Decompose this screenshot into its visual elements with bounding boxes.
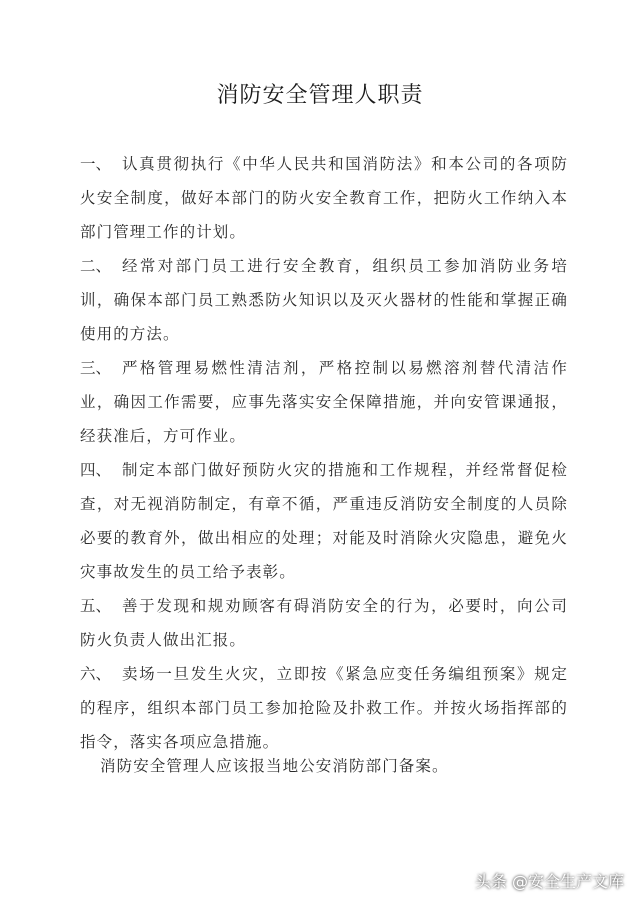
item-text: 卖场一旦发生火灾，立即按《紧急应变任务编组预案》规定的程序，组织本部门员工参加抢险及扑救工作。并按火场指挥部的指令，落实各项应急措施。	[80, 665, 568, 751]
item-text: 善于发现和规劝顾客有碍消防安全的行为，必要时，向公司防火负责人做出汇报。	[80, 597, 568, 649]
item-text: 认真贯彻执行《中华人民共和国消防法》和本公司的各项防火安全制度，做好本部门的防火安全教育工作，把防火工作纳入本部门管理工作的计划。	[80, 155, 568, 241]
item-number: 一、	[80, 155, 112, 173]
item-number: 六、	[80, 665, 112, 683]
list-item	[0, 249, 640, 351]
item-text: 经常对部门员工进行安全教育，组织员工参加消防业务培训，确保本部门员工熟悉防火知识以及灭火器材的性能和掌握正确使用的方法。	[80, 257, 568, 343]
list-item	[0, 589, 640, 657]
list-item	[0, 351, 640, 453]
duty-list	[0, 147, 640, 759]
list-item	[0, 147, 640, 249]
item-number: 三、	[80, 359, 112, 377]
closing-note: 消防安全管理人应该报当地公安消防部门备案。	[100, 757, 449, 775]
item-number: 五、	[80, 597, 112, 615]
item-text: 严格管理易燃性清洁剂，严格控制以易燃溶剂替代清洁作业，确因工作需要，应事先落实安全保障措施，并向安管课通报，经获准后，方可作业。	[80, 359, 568, 445]
item-number: 四、	[80, 461, 112, 479]
list-item	[0, 657, 640, 759]
item-text: 制定本部门做好预防火灾的措施和工作规程，并经常督促检查，对无视消防制定，有章不循，严重违反消防安全制度的人员除必要的教育外，做出相应的处理；对能及时消除火灾隐患，避免火灾事故发生的员工给予表彰。	[80, 461, 568, 581]
item-number: 二、	[80, 257, 112, 275]
list-item	[0, 453, 640, 589]
page-title: 消防安全管理人职责	[216, 83, 424, 108]
watermark: 头条 @安全生产文库	[474, 872, 624, 891]
